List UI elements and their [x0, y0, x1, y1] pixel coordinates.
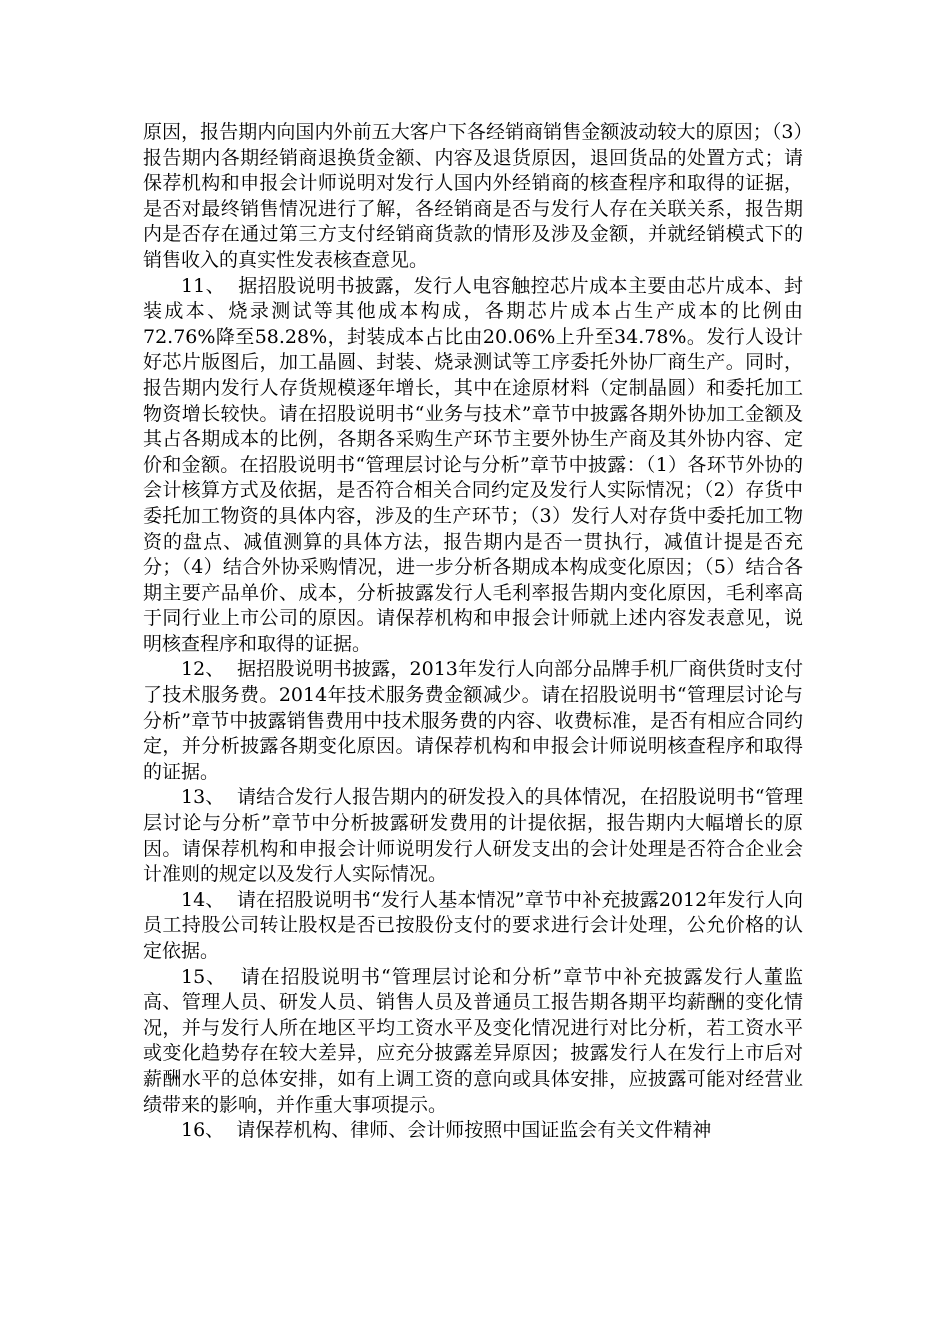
- paragraph-text: 据招股说明书披露，2013年发行人向部分品牌手机厂商供货时支付了技术服务费。2014年技术服务费金额减少。请在招股说明书“管理层讨论与分析”章节中披露销售费用中技术服务费的内容、收费标准，是否有相应合同约定，并分析披露各期变化原因。请保荐机构和申报会计师说明核查程序和取得的证据。: [143, 658, 803, 783]
- paragraph-number: 15、: [181, 965, 227, 988]
- paragraph-text: 请在招股说明书“发行人基本情况”章节中补充披露2012年发行人向员工持股公司转让股权是否已按股份支付的要求进行会计处理，公允价格的认定依据。: [143, 888, 803, 962]
- paragraph-number: 16、: [181, 1119, 225, 1142]
- paragraph-number: 12、: [181, 658, 225, 681]
- paragraph-number: 11、: [181, 274, 226, 297]
- paragraph-item-15: [143, 965, 803, 1119]
- paragraph-number: 14、: [181, 888, 225, 911]
- paragraph-number: 13、: [181, 786, 225, 809]
- paragraph-item-11: [143, 274, 803, 658]
- paragraph-continuation: [143, 120, 803, 274]
- paragraph-text: 请在招股说明书“管理层讨论和分析”章节中补充披露发行人董监高、管理人员、研发人员、销售人员及普通员工报告期各期平均薪酬的变化情况，并与发行人所在地区平均工资水平及变化情况进行对比分析，若工资水平或变化趋势存在较大差异，应充分披露差异原因；披露发行人在发行上市后对薪酬水平的总体安排，如有上调工资的意向或具体安排，应披露可能对经营业绩带来的影响，并作重大事项提示。: [143, 965, 803, 1116]
- document-body: [143, 120, 803, 1144]
- paragraph-text: 原因，报告期内向国内外前五大客户下各经销商销售金额波动较大的原因；（3）报告期内各期经销商退换货金额、内容及退货原因，退回货品的处置方式；请保荐机构和申报会计师说明对发行人国内外经销商的核查程序和取得的证据，是否对最终销售情况进行了解，各经销商是否与发行人存在关联关系，报告期内是否存在通过第三方支付经销商货款的情形及涉及金额，并就经销模式下的销售收入的真实性发表核查意见。: [143, 121, 803, 271]
- paragraph-text: 请结合发行人报告期内的研发投入的具体情况，在招股说明书“管理层讨论与分析”章节中分析披露研发费用的计提依据，报告期内大幅增长的原因。请保荐机构和申报会计师说明发行人研发支出的会计处理是否符合企业会计准则的规定以及发行人实际情况。: [143, 786, 803, 886]
- paragraph-text: 请保荐机构、律师、会计师按照中国证监会有关文件精神: [236, 1119, 712, 1142]
- paragraph-item-16: [143, 1118, 803, 1144]
- paragraph-item-12: [143, 657, 803, 785]
- paragraph-item-13: [143, 785, 803, 887]
- paragraph-item-14: [143, 888, 803, 965]
- paragraph-text: 据招股说明书披露，发行人电容触控芯片成本主要由芯片成本、封装成本、烧录测试等其他成本构成，各期芯片成本占生产成本的比例由72.76%降至58.28%，封装成本占比由20.06%上升至34.78%。发行人设计好芯片版图后，加工晶圆、封装、烧录测试等工序委托外协厂商生产。同时，报告期内发行人存货规模逐年增长，其中在途原材料（定制晶圆）和委托加工物资增长较快。请在招股说明书“业务与技术”章节中披露各期外协加工金额及其占各期成本的比例，各期各采购生产环节主要外协生产商及其外协内容、定价和金额。在招股说明书“管理层讨论与分析”章节中披露：（1）各环节外协的会计核算方式及依据，是否符合相关合同约定及发行人实际情况；（2）存货中委托加工物资的具体内容，涉及的生产环节；（3）发行人对存货中委托加工物资的盘点、减值测算的具体方法，报告期内是否一贯执行，减值计提是否充分；（4）结合外协采购情况，进一步分析各期成本构成变化原因；（5）结合各期主要产品单价、成本，分析披露发行人毛利率报告期内变化原因，毛利率高于同行业上市公司的原因。请保荐机构和申报会计师就上述内容发表意见，说明核查程序和取得的证据。: [143, 274, 803, 655]
